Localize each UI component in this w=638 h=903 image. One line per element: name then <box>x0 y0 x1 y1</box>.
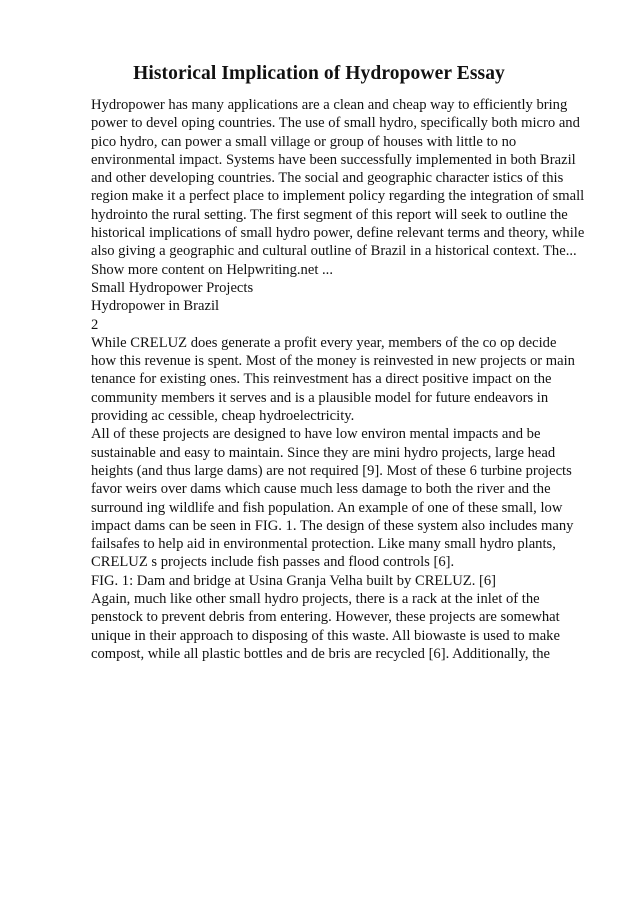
text-line: environmental impact. Systems have been successfully implemented in both Brazil <box>91 151 576 168</box>
text-line: also giving a geographic and cultural outline of Brazil in a historical context. The... <box>91 243 577 260</box>
text-line: sustainable and easy to maintain. Since they are mini hydro projects, large head <box>91 444 556 461</box>
text-line: pico hydro, can power a small village or group of houses with little to no <box>91 133 517 150</box>
text-line: CRELUZ s projects include fish passes and flood controls [6]. <box>91 554 455 571</box>
text-line: how this revenue is spent. Most of the money is reinvested in new projects or main <box>91 353 575 370</box>
text-line: and other developing countries. The social and geographic character istics of this <box>91 170 564 187</box>
document-title: Historical Implication of Hydropower Essay <box>133 63 505 84</box>
text-line: heights (and thus large dams) are not required [9]. Most of these 6 turbine projects <box>91 462 572 479</box>
text-line: surround ing wildlife and fish population. An example of one of these small, low <box>91 499 563 516</box>
section-heading: Small Hydropower Projects <box>91 279 254 296</box>
document-body <box>91 96 591 663</box>
text-line: compost, while all plastic bottles and de bris are recycled [6]. Additionally, the <box>91 645 551 662</box>
text-line: All of these projects are designed to have low environ mental impacts and be <box>91 426 541 443</box>
text-line: Again, much like other small hydro projects, there is a rack at the inlet of the <box>91 591 540 608</box>
section-heading: Hydropower in Brazil <box>91 298 220 315</box>
text-line: hydrointo the rural setting. The first segment of this report will seek to outline the <box>91 206 568 223</box>
text-line: tenance for existing ones. This reinvestment has a direct positive impact on the <box>91 371 552 388</box>
text-line: Hydropower has many applications are a clean and cheap way to efficiently bring <box>91 97 568 113</box>
text-line: penstock to prevent debris from entering. However, these projects are somewhat <box>91 609 560 626</box>
text-line: historical implications of small hydro power, define relevant terms and theory, while <box>91 225 585 242</box>
text-line: favor weirs over dams which cause much less damage to both the river and the <box>91 481 551 498</box>
text-line: power to devel oping countries. The use of small hydro, specifically both micro and <box>91 115 580 132</box>
text-line: failsafes to help aid in environmental protection. Like many small hydro plants, <box>91 536 556 553</box>
text-line: region make it a perfect place to implement policy regarding the integration of small <box>91 188 585 205</box>
text-line: While CRELUZ does generate a profit every year, members of the co op decide <box>91 334 557 351</box>
page-number: 2 <box>91 316 99 333</box>
show-more-line: Show more content on Helpwriting.net ... <box>91 261 333 278</box>
figure-caption: FIG. 1: Dam and bridge at Usina Granja Velha built by CRELUZ. [6] <box>91 572 497 589</box>
text-line: impact dams can be seen in FIG. 1. The design of these system also includes many <box>91 517 574 534</box>
text-line: unique in their approach to disposing of this waste. All biowaste is used to make <box>91 627 560 644</box>
text-line: community members it serves and is a plausible model for future endeavors in <box>91 389 549 406</box>
text-line: providing ac cessible, cheap hydroelectricity. <box>91 408 355 425</box>
